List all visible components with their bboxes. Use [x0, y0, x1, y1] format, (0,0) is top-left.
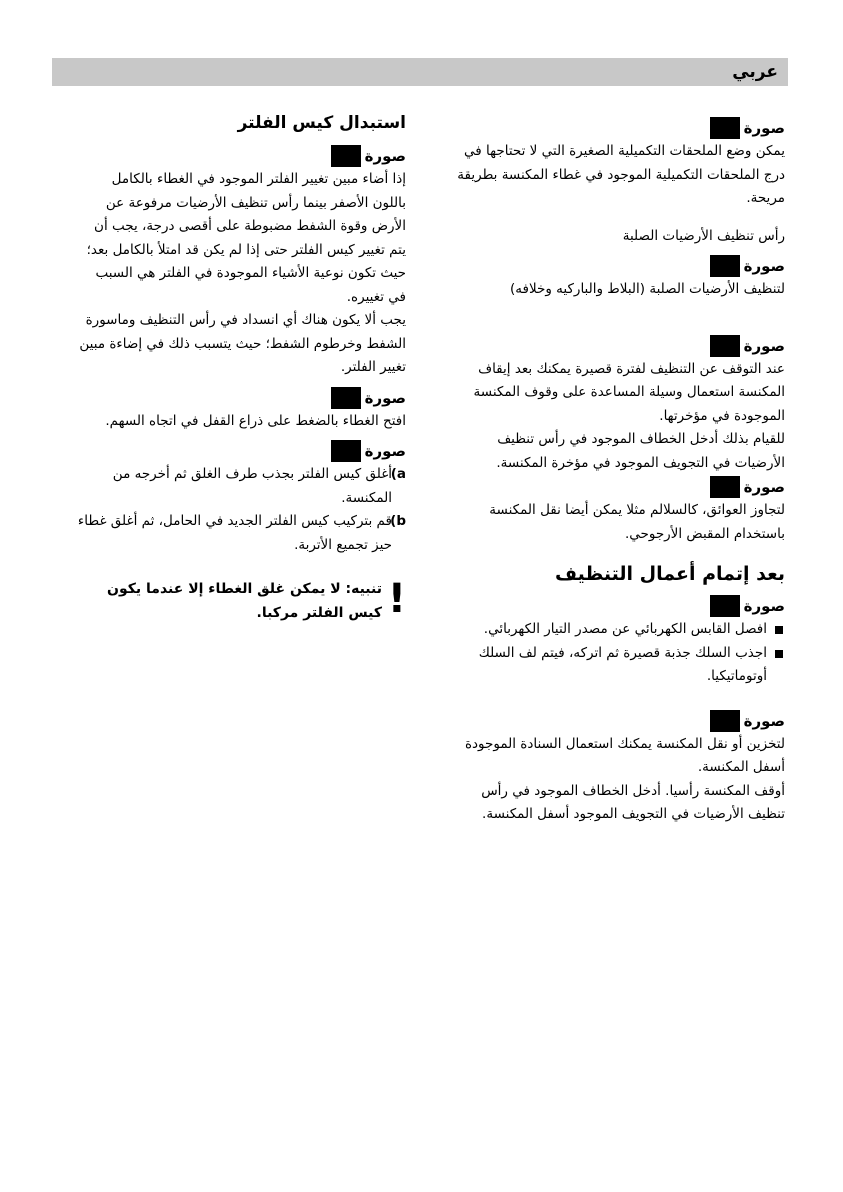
- step-b: [76, 510, 406, 557]
- header-bar: [52, 58, 788, 86]
- paragraph: أوقف المكنسة رأسيا. أدخل الخطاف الموجود في رأس تنظيف الأرضيات في التجويف الموجود أسفل المكنسة.: [481, 782, 785, 822]
- list-item: اجذب السلك جذبة قصيرة ثم اتركه، فيتم لف السلك أوتوماتيكيا.: [455, 642, 785, 689]
- figure-number-box: [710, 335, 740, 357]
- left-column: [76, 110, 406, 625]
- right-column: [455, 110, 785, 827]
- after-cleaning-heading: بعد إتمام أعمال التنظيف: [554, 563, 785, 585]
- exclamation-icon: !: [387, 576, 406, 622]
- paragraph: يمكن وضع الملحقات التكميلية الصغيرة التي لا تحتاجها في درج الملحقات التكميلية الموجود في غطاء المكنسة بطريقة مريحة.: [457, 143, 785, 206]
- figure-label: صورة: [455, 254, 785, 278]
- paragraph: لتنظيف الأرضيات الصلبة (البلاط والباركيه وخلافه): [510, 281, 785, 297]
- figure-label: صورة: [76, 144, 406, 168]
- figure-label: صورة: [455, 709, 785, 733]
- replace-filter-heading: استبدال كيس الفلتر: [237, 113, 406, 133]
- figure-number-box: [710, 476, 740, 498]
- language-title: عربي: [732, 62, 778, 82]
- figure-number-box: [710, 117, 740, 139]
- figure-number-box: [710, 595, 740, 617]
- paragraph: لتخزين أو نقل المكنسة يمكنك استعمال السنادة الموجودة أسفل المكنسة.: [464, 735, 785, 775]
- paragraph: افتح الغطاء بالضغط على ذراع القفل في اتجاه السهم.: [105, 412, 406, 429]
- step-letter: b): [390, 513, 406, 529]
- figure-number-box: [331, 387, 361, 409]
- step-a: [76, 463, 406, 510]
- figure-label: صورة: [76, 439, 406, 463]
- bullet-list: [455, 618, 785, 689]
- step-letter: a): [390, 466, 406, 482]
- paragraph: للقيام بذلك أدخل الخطاف الموجود في رأس تنظيف الأرضيات في التجويف الموجود في مؤخرة المكنسة.: [496, 431, 785, 471]
- figure-number-box: [710, 255, 740, 277]
- figure-label: صورة: [455, 334, 785, 358]
- paragraph: إذا أضاء مبين تغيير الفلتر الموجود في الغطاء بالكامل باللون الأصفر بينما رأس تنظيف الأرضيات مرفوعة عن الأرض وقوة الشفط مضبوطة على أقصى درجة، يجب أن يتم تغيير كيس الفلتر حتى إذا لم يكن قد امتلأ بالكامل بعد؛ حيث تكون نوعية الأشياء الموجودة في الفلتر هي السبب في تغييره.: [86, 171, 406, 305]
- figure-number-box: [710, 710, 740, 732]
- figure-label: صورة: [455, 594, 785, 618]
- paragraph: رأس تنظيف الأرضيات الصلبة: [622, 227, 785, 244]
- figure-label: صورة: [76, 386, 406, 410]
- figure-label: صورة: [455, 475, 785, 499]
- list-item: افصل القابس الكهربائي عن مصدر التيار الكهربائي.: [455, 618, 785, 642]
- warning-text: تنبيه: لا يمكن غلق الغطاء إلا عندما يكون كيس الفلتر مركبا.: [107, 581, 382, 621]
- step-text: أغلق كيس الفلتر بجذب طرف الغلق ثم أخرجه من المكنسة.: [112, 466, 392, 506]
- figure-number-box: [331, 440, 361, 462]
- warning-box: [76, 577, 406, 625]
- step-text: قم بتركيب كيس الفلتر الجديد في الحامل، ثم أغلق غطاء حيز تجميع الأتربة.: [77, 513, 392, 553]
- paragraph: عند التوقف عن التنظيف لفترة قصيرة يمكنك بعد إيقاف المكنسة استعمال وسيلة المساعدة على وقوف المكنسة الموجودة في مؤخرتها.: [473, 360, 785, 424]
- figure-label: صورة: [455, 116, 785, 140]
- paragraph: لتجاوز العوائق، كالسلالم مثلا يمكن أيضا نقل المكنسة باستخدام المقبض الأرجوحي.: [489, 502, 785, 542]
- figure-number-box: [331, 145, 361, 167]
- paragraph: يجب ألا يكون هناك أي انسداد في رأس التنظيف وماسورة الشفط وخرطوم الشفط؛ حيث يتسبب ذلك في إضاءة مبين تغيير الفلتر.: [79, 312, 406, 375]
